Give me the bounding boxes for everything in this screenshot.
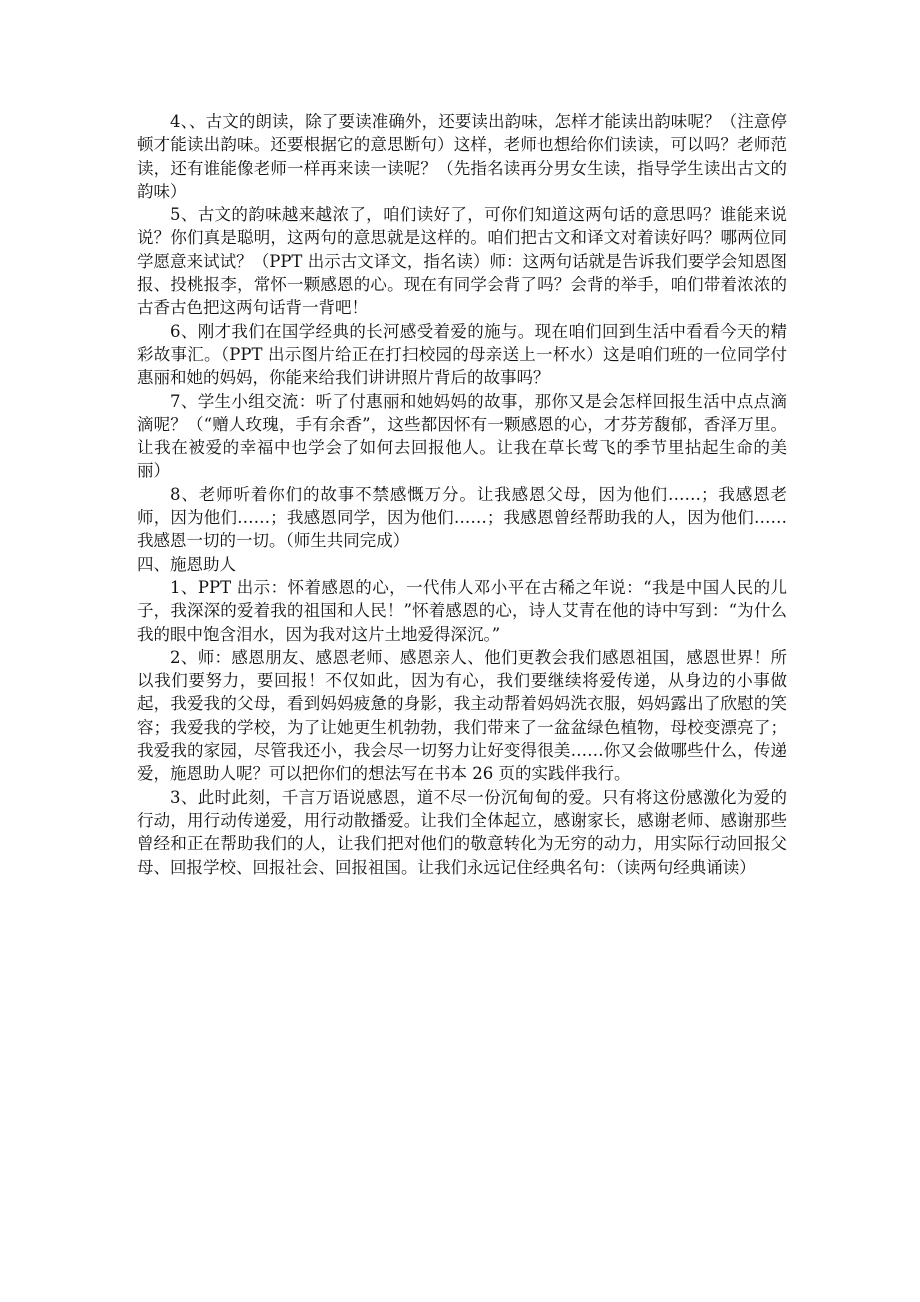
paragraph-item-5: 5、古文的韵味越来越浓了，咱们读好了，可你们知道这两句话的意思吗？谁能来说说？你们真是聪明，这两句的意思就是这样的。咱们把古文和译文对着读好吗？哪两位同学愿意来试试？（PPT 出示古文译文，指名读）师：这两句话就是告诉我们要学会知恩图报、投桃报李，常怀一颗感恩的心。现在有同学会背了吗？会背的举手，咱们带着浓浓的古香古色把这两句话背一背吧！: [137, 205, 787, 318]
section-paragraph-2: 2、师：感恩朋友、感恩老师、感恩亲人、他们更教会我们感恩祖国，感恩世界！所以我们要努力，要回报！不仅如此，因为有心，我们要继续将爱传递，从身边的小事做起，我爱我的父母，看到妈妈疲惫的身影，我主动帮着妈妈洗衣服，妈妈露出了欣慰的笑容；我爱我的学校，为了让她更生机勃勃，我们带来了一盆盆绿色植物，母校变漂亮了；我爱我的家园，尽管我还小，我会尽一切努力让好变得很美……你又会做哪些什么，传递爱，施恩助人呢？可以把你们的想法写在书本 26 页的实践伴我行。: [137, 647, 787, 784]
paragraph-item-6: 6、刚才我们在国学经典的长河感受着爱的施与。现在咱们回到生活中看看今天的精彩故事汇。（PPT 出示图片给正在打扫校园的母亲送上一杯水）这是咱们班的一位同学付惠丽和她的妈妈，你能来给我们讲讲照片背后的故事吗？: [137, 321, 787, 388]
paragraph-item-4: 4、、古文的朗读，除了要读准确外，还要读出韵味，怎样才能读出韵味呢？（注意停顿才能读出韵味。还要根据它的意思断句）这样，老师也想给你们读读，可以吗？老师范读，还有谁能像老师一样再来读一读呢？（先指名读再分男女生读，指导学生读出古文的韵味）: [137, 112, 787, 201]
section-heading: 四、施恩助人: [137, 554, 236, 574]
section-paragraph-1: 1、PPT 出示：怀着感恩的心，一代伟人邓小平在古稀之年说：“我是中国人民的儿子，我深深的爱着我的祖国和人民！”怀着感恩的心，诗人艾青在他的诗中写到：“为什么我的眼中饱含泪水，因为我对这片土地爱得深沉。”: [137, 577, 787, 644]
paragraph-item-8: 8、老师听着你们的故事不禁感慨万分。让我感恩父母，因为他们……；我感恩老师，因为他们……；我感恩同学，因为他们……；我感恩曾经帮助我的人，因为他们……我感恩一切的一切。（师生共同完成）: [137, 484, 787, 551]
document-page: [137, 110, 787, 879]
paragraph-item-7: 7、学生小组交流：听了付惠丽和她妈妈的故事，那你又是会怎样回报生活中点点滴滴呢？（“赠人玫瑰，手有余香”，这些都因怀有一颗感恩的心，才芬芳馥郁，香泽万里。让我在被爱的幸福中也学会了如何去回报他人。让我在草长莺飞的季节里拈起生命的美丽）: [137, 391, 787, 481]
section-paragraph-3: 3、此时此刻，千言万语说感恩，道不尽一份沉甸甸的爱。只有将这份感激化为爱的行动，用行动传递爱，用行动散播爱。让我们全体起立，感谢家长，感谢老师、感谢那些曾经和正在帮助我们的人，让我们把对他们的敬意转化为无穷的动力，用实际行动回报父母、回报学校、回报社会、回报祖国。让我们永远记住经典名句：（读两句经典诵读）: [137, 787, 787, 877]
